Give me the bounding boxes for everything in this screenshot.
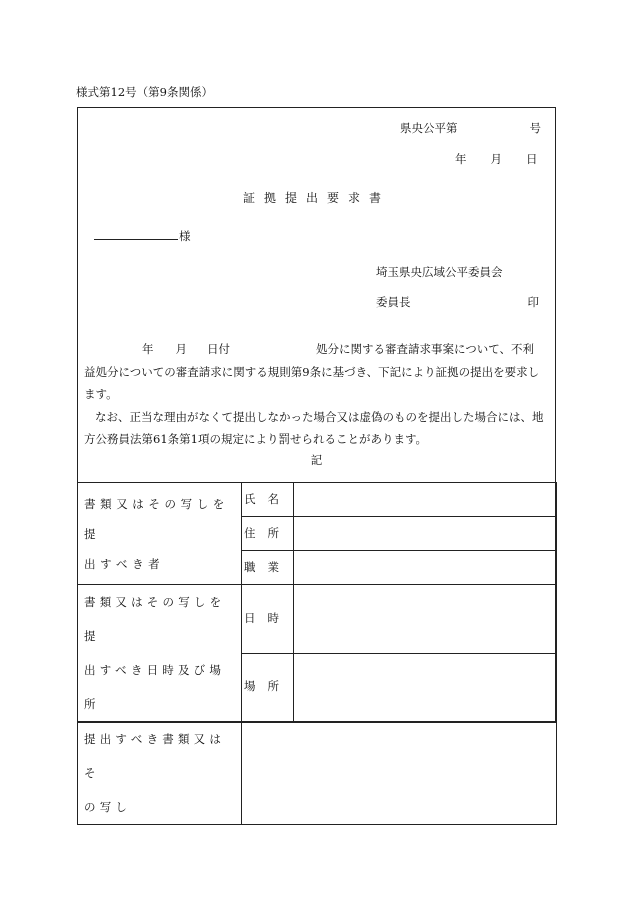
sender-organization: 埼玉県央広域公平委員会 [376,265,503,279]
paragraph-2-line-2: 方公務員法第61条第1項の規定により罰せられることがあります。 [84,432,428,446]
address-value-field[interactable] [294,517,557,551]
date-year: 年 [455,152,467,166]
recipient-blank [94,228,178,240]
document-frame [77,107,556,814]
paragraph-2-line-1: なお、正当な理由がなくて提出しなかった場合又は虚偽のものを提出した場合には、地 [95,409,544,424]
datetime-label: 日時 [242,585,294,654]
table-row [78,483,557,517]
ki-heading: 記 [310,453,323,467]
paragraph-2 [84,406,551,451]
issue-number [400,122,541,136]
place-label: 場所 [242,653,294,722]
datetime-place-label-cell [78,585,242,722]
documents-label-line-1: 提出すべき書類又はそ [84,732,226,780]
body-text [84,338,551,451]
table-row [78,722,557,825]
form-number-label: 様式第12号（第9条関係） [76,85,213,99]
issue-date [447,153,538,167]
datetime-place-label-line-1: 書類又はその写しを提 [84,595,226,643]
datetime-value-field[interactable] [294,585,557,654]
paragraph-1-line-1: 年 月 日付 処分に関する審査請求事案について、不利 [142,342,535,356]
place-value-field[interactable] [294,653,557,722]
sender-position: 委員長 [376,295,411,309]
paragraph-1 [84,338,551,406]
table-row [78,585,557,654]
name-value-field[interactable] [294,483,557,517]
documents-value-field[interactable] [242,722,557,825]
submitter-label-cell [78,483,242,585]
paragraph-1-line-2: 益処分についての審査請求に関する規則第9条に基づき、下記により証拠の提出を要求し [84,364,540,379]
issue-number-suffix: 号 [529,121,541,135]
name-label: 氏名 [242,483,294,517]
document-title: 証拠提出要求書 [242,191,390,205]
date-day: 日 [526,152,538,166]
submitter-label-line-1: 書類又はその写しを提 [84,496,229,541]
occupation-label: 職業 [242,551,294,585]
documents-label-line-2: の写し [84,800,132,814]
address-label: 住所 [242,517,294,551]
seal-mark: 印 [527,295,539,309]
details-table [77,482,557,825]
occupation-value-field[interactable] [294,551,557,585]
recipient-suffix: 様 [179,229,191,243]
documents-label-cell [78,722,242,825]
datetime-place-label-line-2: 出すべき日時及び場所 [84,663,226,711]
recipient-line [94,228,191,244]
date-month: 月 [490,152,502,166]
paragraph-1-line-3: ます。 [84,387,118,401]
submitter-label-line-2: 出すべき者 [84,556,165,571]
issue-number-prefix: 県央公平第 [400,121,458,135]
